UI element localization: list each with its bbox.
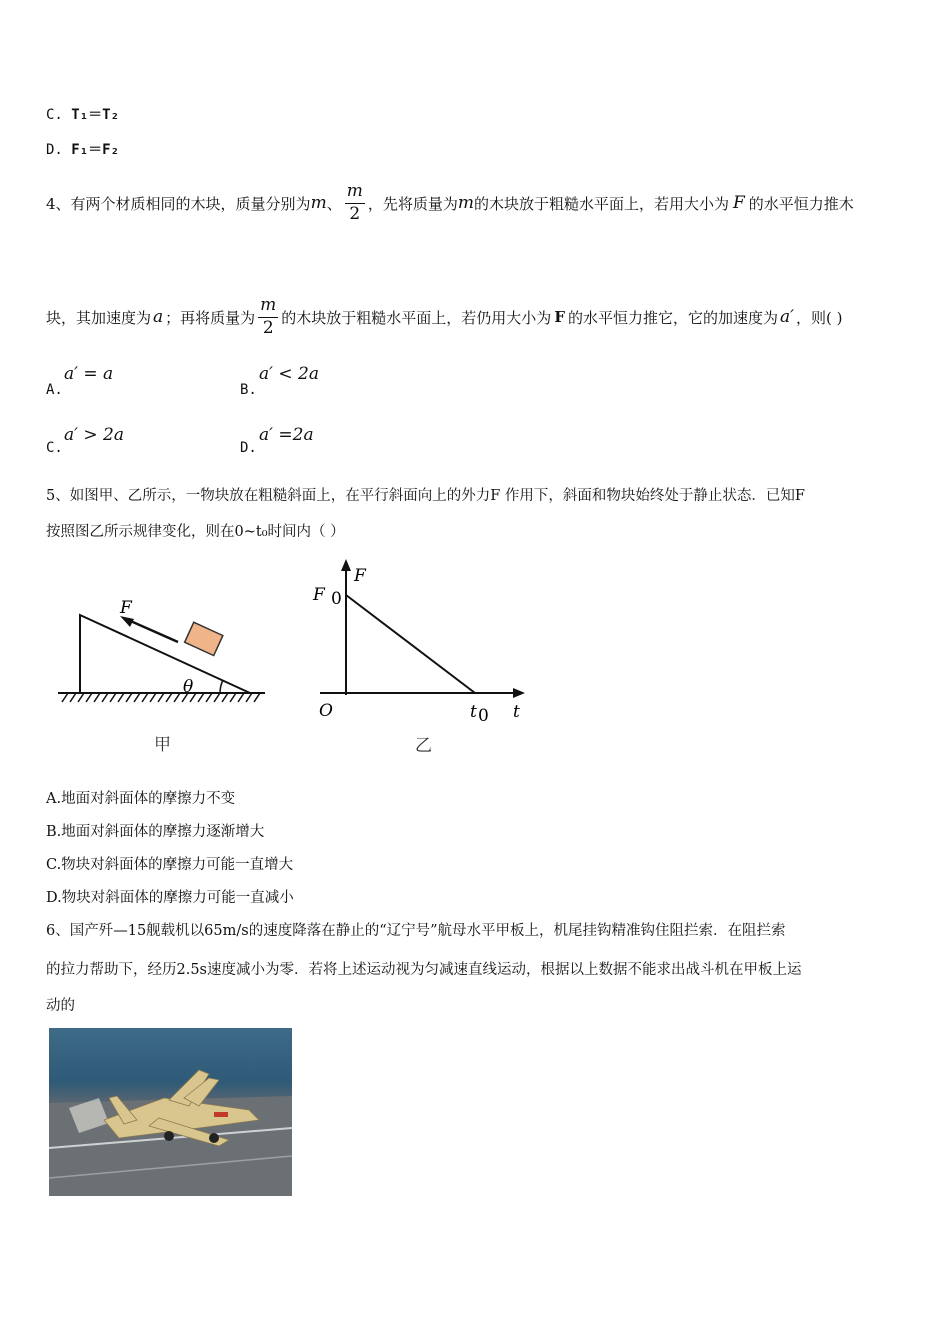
var-a: a: [153, 307, 164, 327]
q6-line3: 动的: [46, 998, 75, 1014]
q4-option-d-expr: a′ =2a: [259, 425, 314, 445]
var-a-prime: a′: [779, 307, 794, 327]
fraction-numerator: m: [345, 183, 365, 204]
hatch-mark: [214, 693, 220, 702]
var-m: m: [457, 193, 474, 213]
fraction-numerator: m: [258, 297, 278, 318]
q4-line2: [46, 286, 842, 348]
q6-line1: 6、国产歼—15舰载机以65m/s的速度降落在静止的“辽宁号”航母水平甲板上，机尾挂钩精准钩住阻拦索．在阻拦索: [46, 923, 786, 939]
q5-option-d: D.物块对斜面体的摩擦力可能一直减小: [46, 890, 294, 906]
var-m: m: [310, 193, 327, 213]
q4-option-d-letter: D.: [240, 440, 257, 456]
q5-line1: 5、如图甲、乙所示，一物块放在粗糙斜面上，在平行斜面向上的外力F 作用下，斜面和物块始终处于静止状态．已知F: [46, 488, 805, 504]
angle-arc: [220, 680, 223, 693]
incline-triangle: [80, 615, 250, 693]
jet-illustration: [49, 1028, 292, 1196]
force-label: F: [120, 598, 132, 618]
hatch-mark: [94, 693, 100, 702]
block: [185, 622, 223, 655]
force-line: [346, 595, 475, 693]
hatch-mark: [142, 693, 148, 702]
prev-option-c: [46, 104, 119, 124]
option-text: F₁＝F₂: [71, 142, 120, 158]
hatch-mark: [110, 693, 116, 702]
hatch-mark: [126, 693, 132, 702]
q5-option-b: B.地面对斜面体的摩擦力逐渐增大: [46, 824, 265, 840]
y-tick-subscript: 0: [331, 589, 342, 609]
q4-text: ，先将质量为: [367, 194, 458, 213]
option-text: T₁＝T₂: [71, 107, 120, 123]
x-axis-label: t: [513, 702, 520, 722]
x-axis-arrow: [513, 688, 525, 698]
prev-option-d: [46, 139, 119, 159]
q4-option-c-letter: C.: [46, 440, 63, 456]
hatch-mark: [230, 693, 236, 702]
q4-text: ，则( ): [795, 308, 843, 327]
hatch-mark: [158, 693, 164, 702]
fraction-m-over-2: [345, 180, 365, 224]
q4-text: 有两个材质相同的木块，质量分别为: [70, 194, 311, 213]
hatch-mark: [198, 693, 204, 702]
q4-option-b-letter: B.: [240, 382, 257, 398]
q4-option-a-letter: A.: [46, 382, 63, 398]
hatch-mark: [62, 693, 68, 702]
q4-option-b-expr: a′ < 2a: [259, 364, 319, 384]
q4-text: 的木块放于粗糙水平面上，若用大小为: [473, 194, 729, 213]
hatch-mark: [246, 693, 252, 702]
angle-label: θ: [183, 677, 194, 697]
var-F: F: [732, 193, 745, 213]
force-arrow: [126, 619, 178, 642]
hatch-mark: [86, 693, 92, 702]
y-tick-label: F: [313, 585, 325, 605]
y-axis-arrow: [341, 559, 351, 571]
hatch-mark: [222, 693, 228, 702]
figure-caption-yi: 乙: [415, 736, 432, 756]
q4-option-c-expr: a′ > 2a: [64, 425, 124, 445]
hatch-mark: [238, 693, 244, 702]
hatch-mark: [134, 693, 140, 702]
origin-label: O: [319, 701, 333, 721]
hatch-mark: [70, 693, 76, 702]
fraction-denominator: 2: [349, 203, 361, 224]
hatch-mark: [102, 693, 108, 702]
q4-line1: [46, 174, 854, 232]
hatch-mark: [166, 693, 172, 702]
var-F: F: [554, 308, 565, 326]
question-number: 4、: [46, 194, 71, 213]
x-tick-subscript: 0: [478, 706, 489, 726]
force-time-graph: [305, 555, 535, 760]
incline-figure: [50, 580, 280, 760]
q5-line2: 按照图乙所示规律变化，则在0~t₀时间内（ ）: [46, 524, 345, 540]
q4-option-a-expr: a′ = a: [64, 364, 114, 384]
ground-hatching: [58, 693, 265, 702]
hatch-mark: [118, 693, 124, 702]
hatch-mark: [174, 693, 180, 702]
q5-option-c: C.物块对斜面体的摩擦力可能一直增大: [46, 857, 294, 873]
separator: 、: [326, 194, 342, 213]
hatch-mark: [206, 693, 212, 702]
fraction-m-over-2: [258, 294, 278, 338]
y-axis-label: F: [354, 566, 366, 586]
q4-text: ；再将质量为: [165, 308, 256, 327]
hatch-mark: [78, 693, 84, 702]
q6-line2: 的拉力帮助下，经历2.5s速度减小为零．若将上述运动视为匀减速直线运动，根据以上数据不能求出战斗机在甲板上运: [46, 962, 802, 978]
q4-text: 的水平恒力推它，它的加速度为: [567, 308, 778, 327]
option-letter: C.: [46, 107, 72, 123]
q5-option-a: A.地面对斜面体的摩擦力不变: [46, 791, 236, 807]
figure-caption-jia: 甲: [154, 735, 171, 755]
option-letter: D.: [46, 142, 72, 158]
fraction-denominator: 2: [262, 317, 274, 338]
hatch-mark: [254, 693, 260, 702]
q4-text: 块，其加速度为: [46, 308, 152, 327]
hatch-mark: [150, 693, 156, 702]
q4-text: 的木块放于粗糙水平面上，若仍用大小为: [281, 308, 552, 327]
carrier-jet-photo: [49, 1028, 292, 1196]
x-tick-label: t: [470, 702, 477, 722]
q4-text: 的水平恒力推木: [748, 194, 854, 213]
